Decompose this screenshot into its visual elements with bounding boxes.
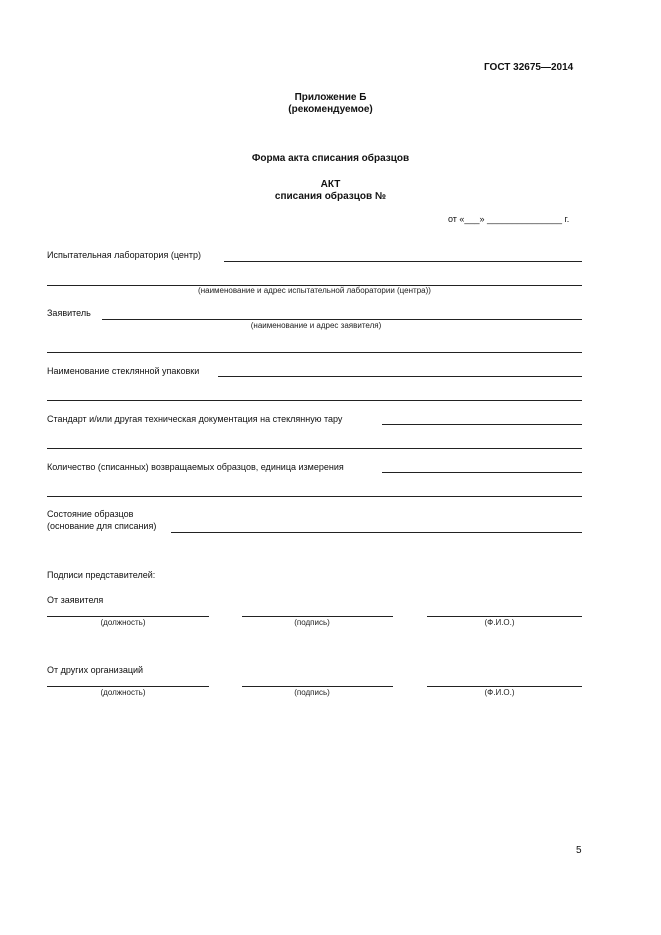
- applicant-caption: (наименование и адрес заявителя): [250, 321, 382, 330]
- from-other-orgs-label: От других организаций: [47, 665, 144, 675]
- lab-label: Испытательная лаборатория (центр): [47, 250, 201, 260]
- standard-fill-line-2: [47, 448, 582, 449]
- act-title: АКТ: [320, 179, 341, 190]
- state-label: Состояние образцов: [47, 509, 134, 519]
- applicant-signature-line: [242, 616, 393, 617]
- standard-fill-line: [382, 424, 582, 425]
- other-name-line: [427, 686, 582, 687]
- other-position-line: [47, 686, 209, 687]
- packaging-label: Наименование стеклянной упаковки: [47, 366, 200, 376]
- other-signature-caption: (подпись): [294, 688, 330, 697]
- state-reason-label: (основание для списания): [47, 521, 157, 531]
- standard-label: Стандарт и/или другая техническая документация на стеклянную тару: [47, 414, 343, 424]
- applicant-name-caption: (Ф.И.О.): [484, 618, 515, 627]
- state-fill-line: [171, 532, 582, 533]
- appendix-title: Приложение Б: [294, 92, 367, 103]
- applicant-fill-line-2: [47, 352, 582, 353]
- act-date: от «___» _______________ г.: [448, 214, 570, 224]
- quantity-fill-line: [382, 472, 582, 473]
- signatures-heading: Подписи представителей:: [47, 570, 156, 580]
- quantity-fill-line-2: [47, 496, 582, 497]
- other-position-caption: (должность): [100, 688, 146, 697]
- quantity-label: Количество (списанных) возвращаемых образцов, единица измерения: [47, 462, 344, 472]
- applicant-label: Заявитель: [47, 308, 91, 318]
- act-subtitle: списания образцов №: [274, 191, 387, 202]
- lab-fill-line: [224, 261, 582, 262]
- lab-caption: (наименование и адрес испытательной лаборатории (центра)): [198, 286, 431, 295]
- form-title: Форма акта списания образцов: [251, 153, 410, 164]
- applicant-fill-line: [102, 319, 582, 320]
- page-number: 5: [576, 845, 582, 856]
- appendix-subtitle: (рекомендуемое): [288, 104, 373, 115]
- packaging-fill-line-2: [47, 400, 582, 401]
- applicant-position-caption: (должность): [100, 618, 146, 627]
- applicant-name-line: [427, 616, 582, 617]
- other-signature-line: [242, 686, 393, 687]
- applicant-signature-caption: (подпись): [294, 618, 330, 627]
- applicant-position-line: [47, 616, 209, 617]
- document-number: ГОСТ 32675—2014: [484, 62, 574, 73]
- packaging-fill-line: [218, 376, 582, 377]
- from-applicant-label: От заявителя: [47, 595, 104, 605]
- other-name-caption: (Ф.И.О.): [484, 688, 515, 697]
